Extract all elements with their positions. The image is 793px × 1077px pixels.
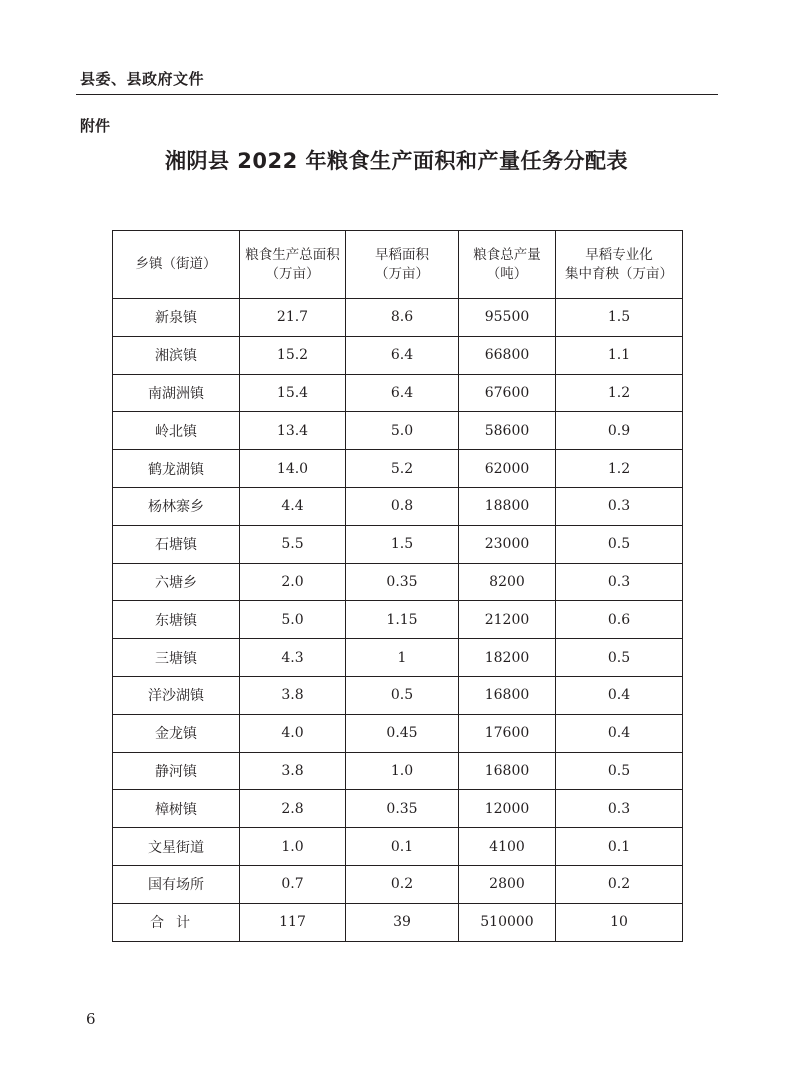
cell-grain-output: 16800 bbox=[459, 676, 556, 714]
column-header-line: 粮食生产总面积 bbox=[245, 246, 340, 263]
table-row bbox=[113, 525, 683, 563]
column-header-line: 粮食总产量 bbox=[473, 246, 541, 263]
cell-early-rice-area: 0.5 bbox=[346, 676, 459, 714]
table-row bbox=[113, 601, 683, 639]
cell-early-rice-area: 1.15 bbox=[346, 601, 459, 639]
table-header-row bbox=[113, 231, 683, 299]
cell-grain-output: 12000 bbox=[459, 790, 556, 828]
cell-grain-output: 66800 bbox=[459, 336, 556, 374]
document-title: 湘阴县 2022 年粮食生产面积和产量任务分配表 bbox=[164, 149, 629, 173]
cell-seedling: 1.5 bbox=[556, 299, 683, 337]
cell-grain-area: 5.5 bbox=[240, 525, 346, 563]
table-row bbox=[113, 676, 683, 714]
cell-early-rice-area: 0.1 bbox=[346, 828, 459, 866]
cell-grain-area: 21.7 bbox=[240, 299, 346, 337]
table-row bbox=[113, 714, 683, 752]
header-title: 县委、县政府文件 bbox=[80, 70, 205, 88]
column-header-seedling bbox=[556, 231, 683, 299]
cell-seedling: 0.1 bbox=[556, 828, 683, 866]
table-body bbox=[113, 299, 683, 942]
table-row bbox=[113, 828, 683, 866]
cell-seedling: 0.9 bbox=[556, 412, 683, 450]
cell-grain-output: 510000 bbox=[459, 903, 556, 941]
cell-seedling: 0.5 bbox=[556, 752, 683, 790]
table-row bbox=[113, 336, 683, 374]
table-row bbox=[113, 752, 683, 790]
cell-grain-area: 4.3 bbox=[240, 639, 346, 677]
cell-grain-area: 117 bbox=[240, 903, 346, 941]
cell-grain-area: 0.7 bbox=[240, 865, 346, 903]
cell-town: 南湖洲镇 bbox=[113, 374, 240, 412]
cell-town: 鹤龙湖镇 bbox=[113, 450, 240, 488]
cell-grain-area: 15.2 bbox=[240, 336, 346, 374]
cell-early-rice-area: 0.8 bbox=[346, 487, 459, 525]
column-header-town bbox=[113, 231, 240, 299]
cell-early-rice-area: 1.0 bbox=[346, 752, 459, 790]
cell-town: 文星街道 bbox=[113, 828, 240, 866]
cell-grain-output: 16800 bbox=[459, 752, 556, 790]
cell-early-rice-area: 0.35 bbox=[346, 790, 459, 828]
cell-grain-area: 1.0 bbox=[240, 828, 346, 866]
cell-town: 石塘镇 bbox=[113, 525, 240, 563]
cell-grain-area: 4.4 bbox=[240, 487, 346, 525]
cell-grain-output: 58600 bbox=[459, 412, 556, 450]
cell-seedling: 0.5 bbox=[556, 639, 683, 677]
cell-early-rice-area: 5.0 bbox=[346, 412, 459, 450]
cell-early-rice-area: 8.6 bbox=[346, 299, 459, 337]
cell-grain-output: 2800 bbox=[459, 865, 556, 903]
cell-seedling: 0.2 bbox=[556, 865, 683, 903]
cell-grain-output: 4100 bbox=[459, 828, 556, 866]
cell-seedling: 0.3 bbox=[556, 790, 683, 828]
column-header-unit: （万亩） bbox=[375, 265, 429, 282]
column-header-unit: （吨） bbox=[486, 265, 528, 282]
cell-seedling: 0.5 bbox=[556, 525, 683, 563]
cell-town: 合计 bbox=[113, 903, 240, 941]
column-header-line: 乡镇（街道） bbox=[135, 256, 217, 272]
cell-town: 东塘镇 bbox=[113, 601, 240, 639]
cell-town: 三塘镇 bbox=[113, 639, 240, 677]
table-row bbox=[113, 299, 683, 337]
cell-grain-output: 18800 bbox=[459, 487, 556, 525]
table-row bbox=[113, 487, 683, 525]
column-header-unit: 集中育秧（万亩） bbox=[565, 265, 673, 282]
cell-seedling: 0.4 bbox=[556, 714, 683, 752]
cell-town: 国有场所 bbox=[113, 865, 240, 903]
attachment-label: 附件 bbox=[80, 117, 111, 135]
cell-early-rice-area: 0.2 bbox=[346, 865, 459, 903]
column-header-unit: （万亩） bbox=[265, 265, 320, 282]
cell-grain-area: 13.4 bbox=[240, 412, 346, 450]
table-row bbox=[113, 374, 683, 412]
table-row bbox=[113, 563, 683, 601]
cell-early-rice-area: 1 bbox=[346, 639, 459, 677]
table-row bbox=[113, 865, 683, 903]
cell-seedling: 0.4 bbox=[556, 676, 683, 714]
cell-grain-output: 8200 bbox=[459, 563, 556, 601]
cell-grain-area: 5.0 bbox=[240, 601, 346, 639]
cell-seedling: 1.1 bbox=[556, 336, 683, 374]
cell-grain-area: 14.0 bbox=[240, 450, 346, 488]
cell-early-rice-area: 0.35 bbox=[346, 563, 459, 601]
cell-town: 樟树镇 bbox=[113, 790, 240, 828]
cell-grain-output: 95500 bbox=[459, 299, 556, 337]
column-header-grain-output bbox=[459, 231, 556, 299]
cell-seedling: 1.2 bbox=[556, 450, 683, 488]
cell-early-rice-area: 0.45 bbox=[346, 714, 459, 752]
cell-grain-area: 15.4 bbox=[240, 374, 346, 412]
table-row bbox=[113, 450, 683, 488]
cell-grain-area: 2.8 bbox=[240, 790, 346, 828]
cell-early-rice-area: 6.4 bbox=[346, 374, 459, 412]
cell-town: 洋沙湖镇 bbox=[113, 676, 240, 714]
cell-seedling: 0.6 bbox=[556, 601, 683, 639]
cell-town: 杨林寨乡 bbox=[113, 487, 240, 525]
column-header-line: 早稻专业化 bbox=[585, 246, 653, 263]
cell-town: 金龙镇 bbox=[113, 714, 240, 752]
cell-grain-area: 4.0 bbox=[240, 714, 346, 752]
cell-early-rice-area: 39 bbox=[346, 903, 459, 941]
allocation-table bbox=[112, 230, 683, 942]
cell-seedling: 0.3 bbox=[556, 487, 683, 525]
cell-seedling: 1.2 bbox=[556, 374, 683, 412]
total-row bbox=[113, 903, 683, 941]
cell-grain-output: 17600 bbox=[459, 714, 556, 752]
column-header-grain-area bbox=[240, 231, 346, 299]
cell-town: 新泉镇 bbox=[113, 299, 240, 337]
cell-grain-area: 2.0 bbox=[240, 563, 346, 601]
cell-early-rice-area: 6.4 bbox=[346, 336, 459, 374]
cell-town: 六塘乡 bbox=[113, 563, 240, 601]
cell-early-rice-area: 5.2 bbox=[346, 450, 459, 488]
cell-grain-output: 62000 bbox=[459, 450, 556, 488]
cell-grain-output: 23000 bbox=[459, 525, 556, 563]
cell-grain-area: 3.8 bbox=[240, 752, 346, 790]
cell-seedling: 0.3 bbox=[556, 563, 683, 601]
table-row bbox=[113, 412, 683, 450]
header-divider bbox=[76, 94, 718, 95]
cell-grain-output: 18200 bbox=[459, 639, 556, 677]
table-row bbox=[113, 639, 683, 677]
cell-grain-area: 3.8 bbox=[240, 676, 346, 714]
cell-town: 静河镇 bbox=[113, 752, 240, 790]
cell-town: 湘滨镇 bbox=[113, 336, 240, 374]
cell-town: 岭北镇 bbox=[113, 412, 240, 450]
column-header-early-rice-area bbox=[346, 231, 459, 299]
cell-grain-output: 67600 bbox=[459, 374, 556, 412]
column-header-line: 早稻面积 bbox=[375, 246, 429, 263]
cell-early-rice-area: 1.5 bbox=[346, 525, 459, 563]
cell-seedling: 10 bbox=[556, 903, 683, 941]
table-row bbox=[113, 790, 683, 828]
cell-grain-output: 21200 bbox=[459, 601, 556, 639]
page-number: 6 bbox=[86, 1010, 96, 1028]
